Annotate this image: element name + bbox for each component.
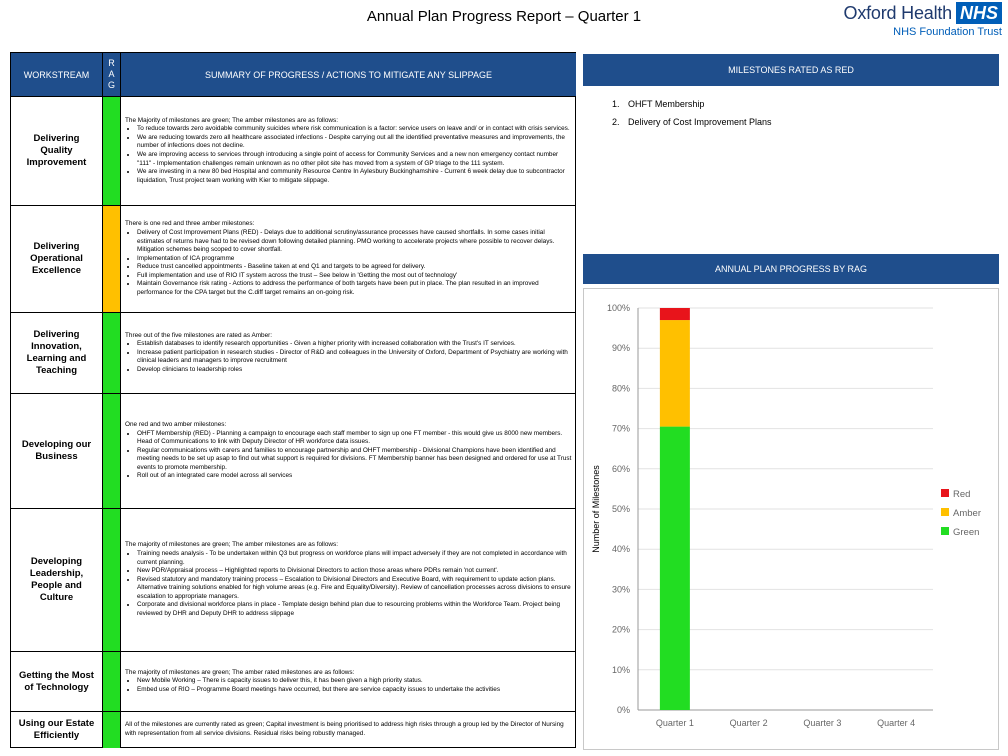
progress-heading: ANNUAL PLAN PROGRESS BY RAG (583, 254, 999, 284)
legend-swatch-amber (941, 508, 949, 516)
bar-red-quarter-1 (660, 308, 690, 320)
table-row (11, 394, 576, 509)
summary-bullet: • We are improving access to services through introducing a single point of access for Community Services and a new non emergency contact number "111" - Implementation challenges remain unknown as no other pilot site has moved from a system of GP triage to the 111 system. (137, 151, 572, 168)
y-tick-label: 0% (616, 705, 630, 715)
progress-table (10, 52, 576, 748)
summary-cell (125, 712, 572, 748)
summary-bullet: • We are investing in a new 80 bed Hospital and community Resource Centre In Aylesbury Buckinghamshire - Current 6 week delay due to subcontractor liquidation, Trust project team working with Kier to mitigate slippage. (137, 168, 572, 185)
y-tick-label: 30% (611, 584, 630, 595)
legend-label-red: Red (953, 489, 971, 500)
bar-green-quarter-1 (660, 427, 690, 710)
table-row (11, 652, 576, 712)
summary-bullets (125, 229, 572, 298)
rag-status-cell (103, 206, 121, 312)
workstream-cell: Getting the Most of Technology (11, 652, 103, 711)
workstream-cell: Delivering Innovation, Learning and Teaching (11, 313, 103, 393)
bar-amber-quarter-1 (660, 320, 690, 427)
logo (844, 2, 1002, 38)
milestones-red-list (604, 95, 772, 131)
red-milestone-item: 1. OHFT Membership (622, 95, 772, 113)
summary-bullets (125, 677, 572, 694)
rag-status-cell (103, 509, 121, 651)
summary-cell (125, 313, 572, 393)
summary-bullets (125, 125, 572, 185)
summary-bullets (125, 430, 572, 482)
summary-bullet: • We are reducing towards zero all healthcare associated infections - Despite carrying out all the identified preventative measures and improvements, the number of infections does not decline. (137, 134, 572, 151)
summary-bullet: • Reduce trust cancelled appointments - Baseline taken at end Q1 and targets to be agreed for delivery. (137, 263, 572, 272)
logo-subtitle: NHS Foundation Trust (893, 26, 1002, 38)
table-row (11, 97, 576, 206)
x-tick-label: Quarter 3 (803, 718, 842, 728)
workstream-cell: Delivering Operational Excellence (11, 206, 103, 312)
logo-name: Oxford Health (843, 2, 952, 23)
rag-status-cell (103, 313, 121, 393)
y-tick-label: 40% (611, 544, 630, 555)
y-tick-label: 100% (606, 303, 630, 313)
summary-intro: Three out of the five milestones are rated as Amber: (125, 331, 273, 339)
summary-intro: There is one red and three amber milestones: (125, 220, 255, 228)
summary-cell (125, 652, 572, 711)
summary-cell (125, 97, 572, 205)
summary-bullet: • Implementation of ICA programme (137, 255, 572, 264)
rag-progress-chart (583, 288, 999, 750)
workstream-cell: Delivering Quality Improvement (11, 97, 103, 205)
summary-bullet: • Develop clinicians to leadership roles (137, 366, 572, 375)
y-tick-label: 70% (611, 423, 630, 434)
summary-bullet: • Corporate and divisional workforce plans in place - Template design behind plan due to resourcing problems within the Workforce Team. Project being reviewed by DHR and Deputy DHR to address slippage (137, 601, 572, 618)
summary-bullet: • Delivery of Cost Improvement Plans (RED) - Delays due to additional scrutiny/assurance processes have caused shortfalls. In some cases initial estimates of returns have had to be revised down following detailed planning. PMO working to accelerate projects where possible to recover delays. Mitigation schemes being scoped to cover shortfall. (137, 229, 572, 255)
summary-bullet: • Training needs analysis - To be undertaken within Q3 but progress on workforce plans will impact adversely if they are not completed in accordance with current planning. (137, 550, 572, 567)
summary-cell (125, 509, 572, 651)
y-tick-label: 10% (611, 664, 630, 675)
x-tick-label: Quarter 4 (877, 718, 916, 728)
table-row (11, 509, 576, 652)
nhs-badge: NHS (956, 2, 1002, 24)
milestones-red-heading: MILESTONES RATED AS RED (583, 54, 999, 86)
summary-bullet: • Increase patient participation in research studies - Director of R&D and colleagues in the University of Oxford, Department of Psychiatry are working with clinical leaders and managers to improve recruitment (137, 349, 572, 366)
summary-bullet: • Embed use of RIO – Programme Board meetings have occurred, but there are service capacity issues to undertake the activities (137, 686, 572, 695)
summary-bullet: • OHFT Membership (RED) - Planning a campaign to encourage each staff member to sign up one FT member - this would give us 8000 new members. Head of Communications to link with Deputy Director of HR workforce data issues. (137, 430, 572, 447)
summary-bullet: • Full implementation and use of RIO IT system across the trust – See below in 'Getting the most out of technology' (137, 272, 572, 281)
y-tick-label: 60% (611, 463, 630, 474)
summary-cell (125, 206, 572, 312)
summary-intro: The majority of milestones are green; The amber rated milestones are as follows: (125, 668, 355, 676)
chart-frame (584, 289, 999, 750)
summary-bullet: • Regular communications with carers and families to encourage partnership and OHFT membership - Divisional Champions have been identified and meeting needs to be set up asap to find out what support is required for divisions. FT Membership banner has been designed and ordered for use at Trust events to promote membership. (137, 447, 572, 473)
summary-bullet: • Roll out of an integrated care model across all services (137, 472, 572, 481)
summary-bullet: • Establish databases to identify research opportunities - Given a higher priority with increased collaboration with the Trust's IT services. (137, 340, 572, 349)
workstream-header: WORKSTREAM (11, 53, 103, 97)
workstream-cell: Developing Leadership, People and Culture (11, 509, 103, 651)
summary-bullet: • New Mobile Working – There is capacity issues to deliver this, it has been given a high priority status. (137, 677, 572, 686)
rag-header (103, 53, 121, 97)
workstream-cell: Using our Estate Efficiently (11, 712, 103, 748)
summary-bullet: • Revised statutory and mandatory training process – Escalation to Divisional Directors and Executive Board, with requirement to update action plans. Alternative training solutions enabled for high volume areas (e.g. Fire and Equality/Diversity). Review of cancellation processes across divisions to ensure escalation to appropriate managers. (137, 576, 572, 602)
summary-bullet: • Maintain Governance risk rating - Actions to address the performance of both targets have been put in place. The plan resulted in an improved performance for the CPA target but the C.diff target remains an on-going risk. (137, 280, 572, 297)
summary-bullets (125, 340, 572, 374)
summary-header: SUMMARY OF PROGRESS / ACTIONS TO MITIGATE ANY SLIPPAGE (121, 53, 576, 97)
summary-bullet: • To reduce towards zero avoidable community suicides where risk communication is a factor: service users on leave and/ or in contact with crisis services. (137, 125, 572, 134)
rag-header-a: A (108, 69, 115, 79)
summary-intro: The Majority of milestones are green; The amber milestones are as follows: (125, 116, 338, 124)
y-axis-label: Number of Milestones (591, 465, 601, 553)
rag-status-cell (103, 712, 121, 748)
summary-bullet: • New PDR/Appraisal process – Highlighted reports to Divisional Directors to action those areas where PDRs remain 'not current'. (137, 567, 572, 576)
legend-swatch-red (941, 489, 949, 497)
x-tick-label: Quarter 2 (729, 718, 768, 728)
workstream-cell: Developing our Business (11, 394, 103, 508)
table-row (11, 313, 576, 394)
y-tick-label: 20% (611, 624, 630, 635)
summary-intro: All of the milestones are currently rated as green; Capital investment is being prioritised to address high risks through a group led by the Director of Nursing with representation from all service divisions. Residual risks being robustly managed. (125, 721, 564, 737)
y-tick-label: 80% (611, 383, 630, 394)
rag-status-cell (103, 652, 121, 711)
rag-header-g: G (107, 80, 115, 90)
rag-status-cell (103, 97, 121, 205)
page-title: Annual Plan Progress Report – Quarter 1 (366, 8, 642, 25)
red-milestone-item: 2. Delivery of Cost Improvement Plans (622, 113, 772, 131)
legend-swatch-green (941, 527, 949, 535)
summary-intro: The majority of milestones are green; The amber milestones are as follows: (125, 541, 338, 549)
y-tick-label: 50% (611, 504, 630, 514)
table-row (11, 712, 576, 748)
summary-intro: One red and two amber milestones: (125, 420, 227, 428)
legend-label-green: Green (953, 527, 980, 538)
rag-header-r: R (108, 58, 115, 68)
y-tick-label: 90% (611, 343, 630, 354)
summary-cell (125, 394, 572, 508)
table-row (11, 206, 576, 313)
legend-label-amber: Amber (953, 508, 981, 519)
rag-status-cell (103, 394, 121, 508)
summary-bullets (125, 550, 572, 619)
x-tick-label: Quarter 1 (655, 718, 694, 728)
